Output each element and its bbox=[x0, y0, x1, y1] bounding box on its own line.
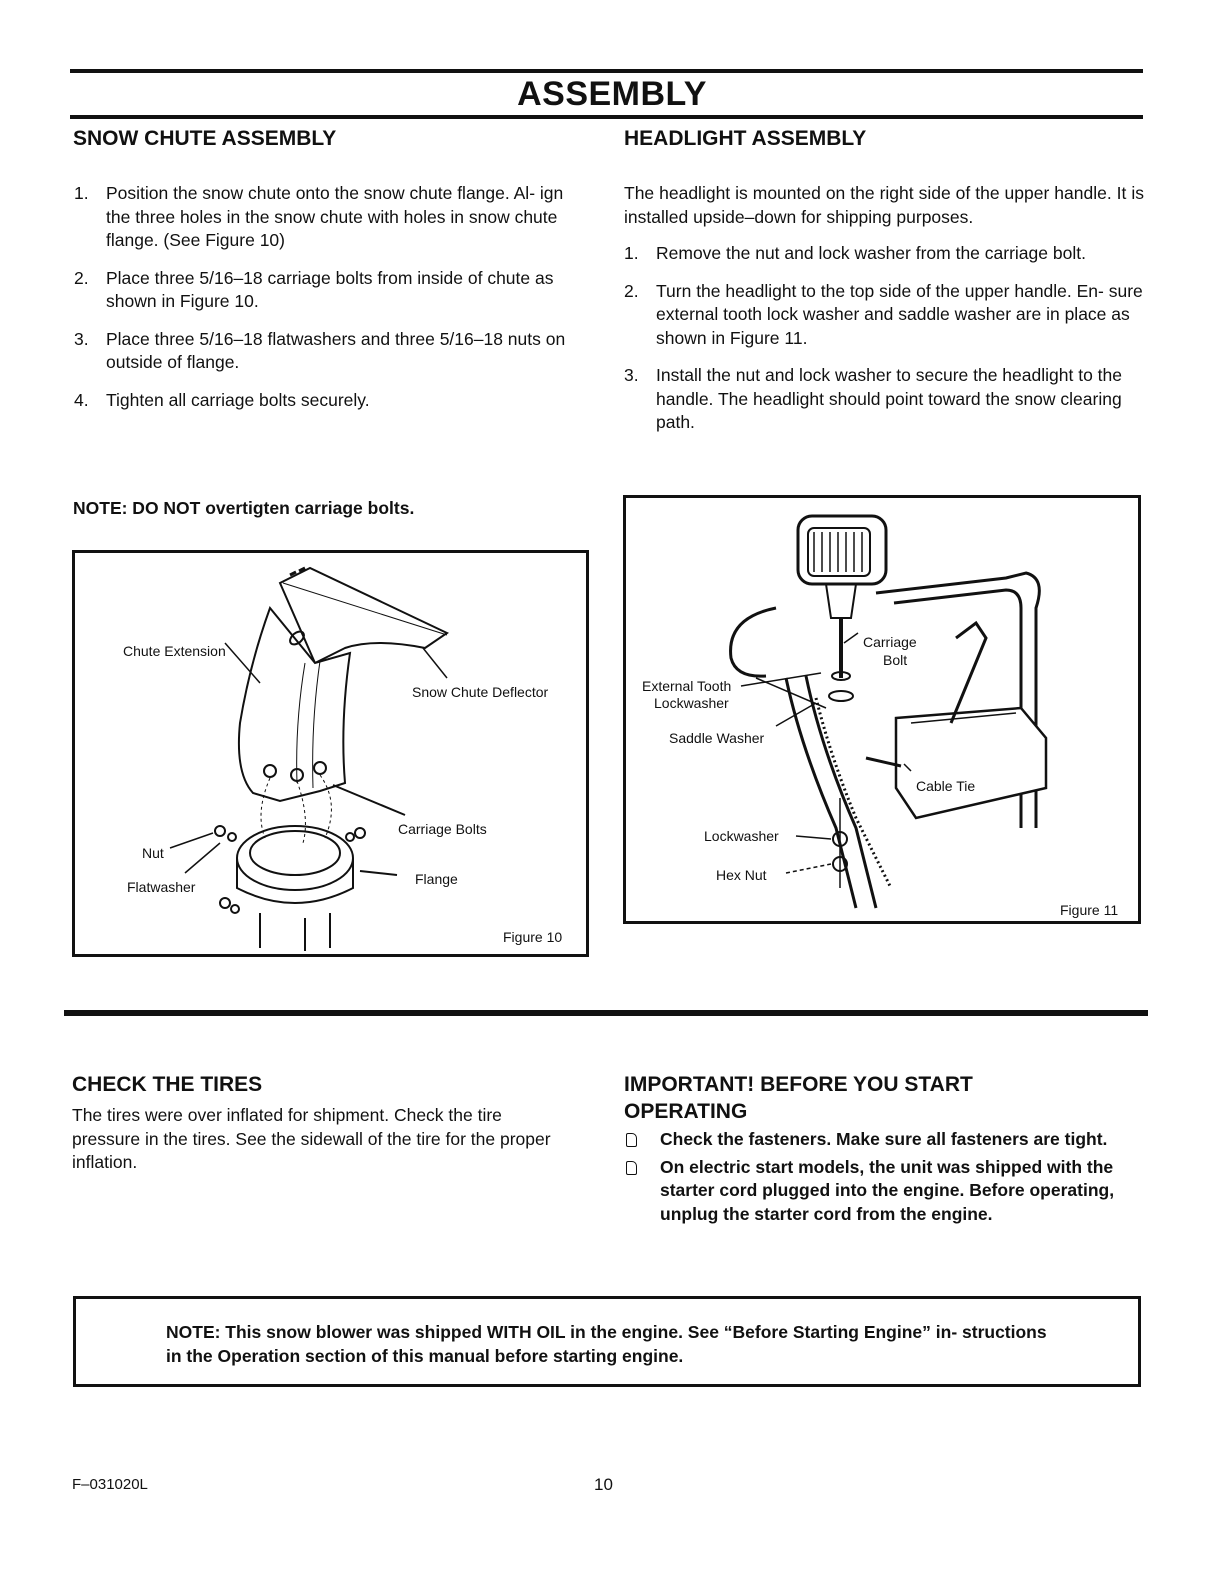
step-text: Remove the nut and lock washer from the carriage bolt. bbox=[656, 243, 1086, 263]
headlight-heading: HEADLIGHT ASSEMBLY bbox=[624, 127, 867, 150]
step-number: 1. bbox=[624, 243, 639, 263]
step-number: 3. bbox=[74, 328, 89, 349]
label-bolt: Bolt bbox=[883, 652, 908, 668]
figure-10 bbox=[72, 550, 589, 957]
label-hex-nut: Hex Nut bbox=[716, 867, 767, 883]
label-saddle-washer: Saddle Washer bbox=[669, 730, 765, 746]
label-chute-extension: Chute Extension bbox=[123, 643, 226, 659]
checkbox-icon bbox=[626, 1161, 637, 1175]
label-snow-chute-deflector: Snow Chute Deflector bbox=[412, 684, 549, 700]
figure-11-caption: Figure 11 bbox=[1060, 902, 1119, 918]
list-item bbox=[70, 328, 592, 375]
step-text: Tighten all carriage bolts securely. bbox=[106, 389, 370, 410]
oil-note-text: NOTE: This snow blower was shipped WITH OIL in the engine. See “Before Starting Engine” in- structions in the Operation section of this manual before starting engine. bbox=[166, 1322, 1047, 1366]
label-cable-tie: Cable Tie bbox=[916, 778, 976, 794]
snow-chute-steps bbox=[70, 182, 592, 412]
step-text: Install the nut and lock washer to secure the headlight to the handle. The headlight should point toward the snow clearing path. bbox=[656, 365, 1122, 432]
page-number: 10 bbox=[594, 1475, 613, 1494]
tires-heading: CHECK THE TIRES bbox=[72, 1073, 263, 1096]
label-carriage-bolts: Carriage Bolts bbox=[398, 821, 487, 837]
label-flatwasher: Flatwasher bbox=[127, 879, 196, 895]
label-lockwasher: Lockwasher bbox=[704, 828, 779, 844]
list-item bbox=[620, 242, 1144, 266]
list-item bbox=[70, 182, 592, 253]
figure-10-caption: Figure 10 bbox=[503, 929, 563, 945]
important-checklist bbox=[624, 1128, 1144, 1230]
step-text: Place three 5/16–18 carriage bolts from inside of chute as shown in Figure 10. bbox=[106, 267, 554, 311]
checkbox-icon bbox=[626, 1133, 637, 1147]
tires-text: The tires were over inflated for shipment. Check the tire pressure in the tires. See the sidewall of the tire for the proper inflation. bbox=[72, 1105, 551, 1172]
title-underline bbox=[70, 115, 1143, 119]
step-text: Position the snow chute onto the snow chute flange. Al- ign the three holes in the snow chute with holes in snow chute flange. (See Figure 10) bbox=[106, 183, 564, 250]
step-number: 2. bbox=[624, 280, 639, 301]
list-item bbox=[620, 364, 1144, 435]
step-number: 1. bbox=[74, 183, 89, 203]
carriage-bolt-note: NOTE: DO NOT overtigten carriage bolts. bbox=[73, 498, 415, 518]
step-text: Place three 5/16–18 flatwashers and three 5/16–18 nuts on outside of flange. bbox=[106, 328, 566, 372]
label-flange: Flange bbox=[415, 871, 458, 887]
label-nut: Nut bbox=[142, 845, 164, 861]
oil-note-box bbox=[73, 1296, 1141, 1387]
step-number: 3. bbox=[624, 365, 639, 385]
list-item bbox=[624, 1156, 1144, 1227]
list-item bbox=[70, 267, 592, 314]
step-text: Turn the headlight to the top side of the upper handle. En- sure external tooth lock washer and saddle washer are in place as shown in Figure 11. bbox=[656, 280, 1143, 348]
label-lockwasher-top: Lockwasher bbox=[654, 695, 729, 711]
page-title: ASSEMBLY bbox=[517, 75, 707, 113]
checklist-text: Check the fasteners. Make sure all fasteners are tight. bbox=[660, 1129, 1108, 1149]
list-item bbox=[620, 280, 1144, 351]
headlight-steps bbox=[620, 242, 1144, 435]
step-number: 4. bbox=[74, 389, 89, 410]
list-item bbox=[70, 389, 592, 413]
label-carriage: Carriage bbox=[863, 634, 917, 650]
figure-11 bbox=[623, 495, 1141, 924]
label-external-tooth: External Tooth bbox=[642, 678, 732, 694]
checklist-text: On electric start models, the unit was shipped with the starter cord plugged into the engine. Before operating, unplug the starter cord from the engine. bbox=[660, 1156, 1115, 1224]
section-divider bbox=[64, 1010, 1148, 1016]
important-heading-line1: IMPORTANT! BEFORE YOU START bbox=[624, 1073, 973, 1096]
headlight-intro: The headlight is mounted on the right side of the upper handle. It is installed upside–down for shipping purposes. bbox=[624, 183, 1144, 227]
list-item bbox=[624, 1128, 1144, 1152]
top-rule bbox=[70, 69, 1143, 73]
step-number: 2. bbox=[74, 267, 89, 288]
footer-code: F–031020L bbox=[72, 1476, 148, 1493]
important-heading-line2: OPERATING bbox=[624, 1100, 748, 1123]
snow-chute-heading: SNOW CHUTE ASSEMBLY bbox=[73, 127, 337, 150]
